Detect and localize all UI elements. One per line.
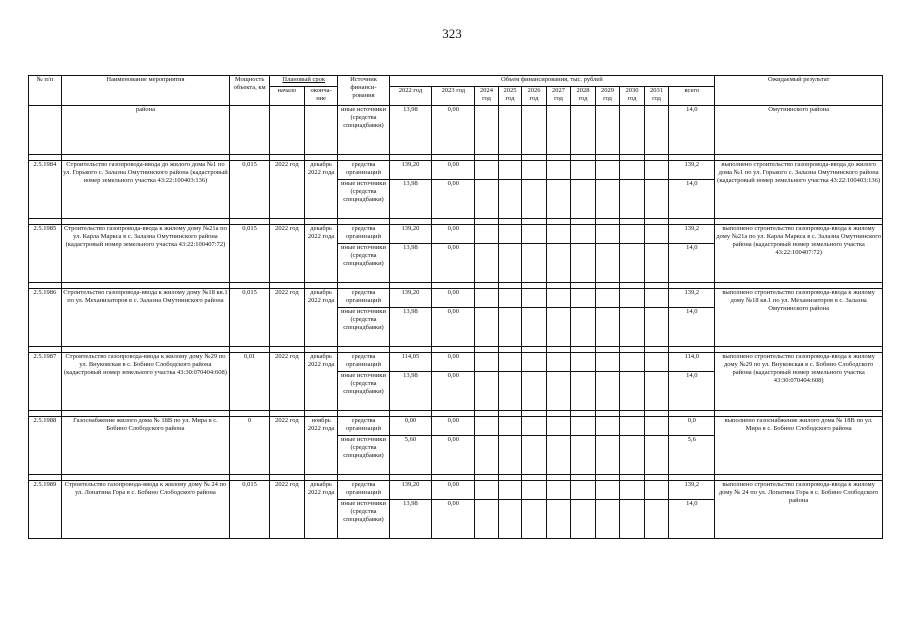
expected-result: выполнено строительство газопровода-ввода к жилому дому №21а по ул. Карла Маркса в с. Залазна Омутнинского района (кадастровый номер земельного участка 43:22:100407:72) (715, 225, 883, 283)
carry-name: района (61, 106, 230, 155)
value-2022: 13,98 (389, 308, 432, 347)
value-2023: 0,00 (432, 244, 475, 283)
capacity: 0 (230, 417, 270, 475)
end-term: ноябрь 2022 года (304, 417, 338, 475)
value-2023: 0,00 (432, 308, 475, 347)
header-total: всего (669, 87, 715, 106)
measure-name: Строительство газопровода-ввода к жилому дому № 24 по ул. Лопатина Гора в с. Бобино Слободского района (61, 481, 230, 539)
value-2022: 13,98 (389, 500, 432, 539)
capacity: 0,015 (230, 289, 270, 347)
source-other: иные источники (средства спецнадбавки) (338, 244, 389, 283)
source-other: иные источники (средства спецнадбавки) (338, 372, 389, 411)
end-term: декабрь 2022 года (304, 289, 338, 347)
header-2023: 2023 год (432, 87, 475, 106)
header-2027: 2027 год (546, 87, 571, 106)
carry-row (29, 106, 883, 155)
value-2023: 0,00 (432, 225, 475, 244)
value-total: 14,0 (669, 244, 715, 283)
start-term: 2022 год (270, 161, 305, 219)
source-organizations: средства организаций (338, 417, 389, 436)
value-total: 114,0 (669, 353, 715, 372)
value-2023: 0,00 (432, 372, 475, 411)
value-total: 139,2 (669, 225, 715, 244)
header-2025: 2025 год (498, 87, 521, 106)
value-2023: 0,00 (432, 417, 475, 436)
header-2024: 2024 год (475, 87, 498, 106)
source-organizations: средства организаций (338, 161, 389, 180)
value-total: 14,0 (669, 500, 715, 539)
value-2023: 0,00 (432, 161, 475, 180)
value-2023: 0,00 (432, 353, 475, 372)
table-row (29, 417, 883, 436)
header-result: Ожидаемый результат (715, 76, 883, 106)
row-number: 2.5.1987 (29, 353, 62, 411)
end-term: декабрь 2022 года (304, 481, 338, 539)
source-other: иные источники (средства спецнадбавки) (338, 180, 389, 219)
header-num: № п/п (29, 76, 62, 106)
value-2022: 139,20 (389, 225, 432, 244)
end-term: декабрь 2022 года (304, 161, 338, 219)
measure-name: Строительство газопровода-ввода к жилому дому №21а по ул. Карла Маркса в с. Залазна Омутнинского района (кадастровый номер земельного участка 43:22:100407:72) (61, 225, 230, 283)
source-other: иные источники (средства спецнадбавки) (338, 436, 389, 475)
value-2022: 114,05 (389, 353, 432, 372)
value-total: 14,0 (669, 180, 715, 219)
carry-source: иные источники (средства спецнадбавки) (338, 106, 389, 155)
carry-total: 14,0 (669, 106, 715, 155)
end-term: декабрь 2022 года (304, 225, 338, 283)
value-2022: 13,98 (389, 372, 432, 411)
capacity: 0,01 (230, 353, 270, 411)
value-total: 14,0 (669, 308, 715, 347)
header-capacity: Мощность объекта, км (230, 76, 270, 106)
capacity: 0,015 (230, 225, 270, 283)
start-term: 2022 год (270, 225, 305, 283)
measure-name: Газоснабжение жилого дома № 18В по ул. Мира в с. Бобино Слободского района (61, 417, 230, 475)
carry-2023: 0,00 (432, 106, 475, 155)
header-planned-term: Плановый срок (270, 76, 338, 87)
value-2022: 0,00 (389, 417, 432, 436)
row-number: 2.5.1988 (29, 417, 62, 475)
header-end: оконча-ние (304, 87, 338, 106)
value-2023: 0,00 (432, 436, 475, 475)
measure-name: Строительство газопровода-ввода к жилому дому №29 по ул. Внуковская в с. Бобино Слободского района (кадастровый номер земельного участка 43:30:070404:608) (61, 353, 230, 411)
start-term: 2022 год (270, 481, 305, 539)
source-organizations: средства организаций (338, 225, 389, 244)
value-2023: 0,00 (432, 289, 475, 308)
value-total: 0,0 (669, 417, 715, 436)
value-total: 14,0 (669, 372, 715, 411)
table-row (29, 481, 883, 500)
value-total: 139,2 (669, 161, 715, 180)
funding-table (28, 75, 883, 539)
header-2022: 2022 год (389, 87, 432, 106)
value-2023: 0,00 (432, 500, 475, 539)
value-2023: 0,00 (432, 481, 475, 500)
value-total: 5,6 (669, 436, 715, 475)
value-2022: 5,60 (389, 436, 432, 475)
row-number: 2.5.1989 (29, 481, 62, 539)
table-row (29, 289, 883, 308)
table-row (29, 161, 883, 180)
source-organizations: средства организаций (338, 353, 389, 372)
header-2026: 2026 год (522, 87, 547, 106)
header-2030: 2030 год (620, 87, 645, 106)
end-term: декабрь 2022 года (304, 353, 338, 411)
table-row (29, 353, 883, 372)
expected-result: выполнено строительство газопровода-ввода к жилому дому №29 по ул. Внуковская в с. Бобино Слободского района (кадастровый номер земельного участка 43:30:070404:608) (715, 353, 883, 411)
value-total: 139,2 (669, 481, 715, 500)
header-funding: Объем финансирования, тыс. рублей (389, 76, 715, 87)
row-number: 2.5.1986 (29, 289, 62, 347)
carry-result: Омутнинского района (715, 106, 883, 155)
start-term: 2022 год (270, 289, 305, 347)
page-number: 323 (442, 26, 462, 41)
value-2022: 139,20 (389, 481, 432, 500)
measure-name: Строительство газопровода-ввода к жилому дому №18 кв.1 по ул. Механизаторов в с. Залазна Омутнинского района (61, 289, 230, 347)
table-row (29, 225, 883, 244)
expected-result: выполнено газоснабжение жилого дома № 18В по ул. Мира в с. Бобино Слободского района (715, 417, 883, 475)
expected-result: выполнено строительство газопровода-ввода к жилому дому № 24 по ул. Лопатина Гора в с. Бобино Слободского района (715, 481, 883, 539)
value-2022: 13,98 (389, 180, 432, 219)
header-start: начало (270, 87, 305, 106)
source-other: иные источники (средства спецнадбавки) (338, 308, 389, 347)
value-2022: 139,20 (389, 289, 432, 308)
header-2028: 2028 год (571, 87, 596, 106)
source-other: иные источники (средства спецнадбавки) (338, 500, 389, 539)
row-number: 2.5.1984 (29, 161, 62, 219)
start-term: 2022 год (270, 417, 305, 475)
value-total: 139,2 (669, 289, 715, 308)
start-term: 2022 год (270, 353, 305, 411)
capacity: 0,015 (230, 481, 270, 539)
header-name: Наименование мероприятия (61, 76, 230, 106)
header-source: Источник финанси-рования (338, 76, 389, 106)
row-number: 2.5.1985 (29, 225, 62, 283)
value-2023: 0,00 (432, 180, 475, 219)
value-2022: 13,98 (389, 244, 432, 283)
capacity: 0,015 (230, 161, 270, 219)
source-organizations: средства организаций (338, 481, 389, 500)
measure-name: Строительство газопровода-ввода до жилого дома №1 по ул. Горького с. Залазна Омутнинского района (кадастровый номер земельного участка 43:22:100403:136) (61, 161, 230, 219)
value-2022: 139,20 (389, 161, 432, 180)
header-2031: 2031 год (644, 87, 669, 106)
expected-result: выполнено строительство газопровода-ввода к жилому дому №18 кв.1 по ул. Механизаторов в с. Залазна Омутнинского района (715, 289, 883, 347)
expected-result: выполнено строительство газопровода-ввода до жилого дома №1 по ул. Горького с. Залазна Омутнинского района (кадастровый номер земельного участка 43:22:100403:136) (715, 161, 883, 219)
carry-2022: 13,98 (389, 106, 432, 155)
source-organizations: средства организаций (338, 289, 389, 308)
header-2029: 2029 год (595, 87, 620, 106)
